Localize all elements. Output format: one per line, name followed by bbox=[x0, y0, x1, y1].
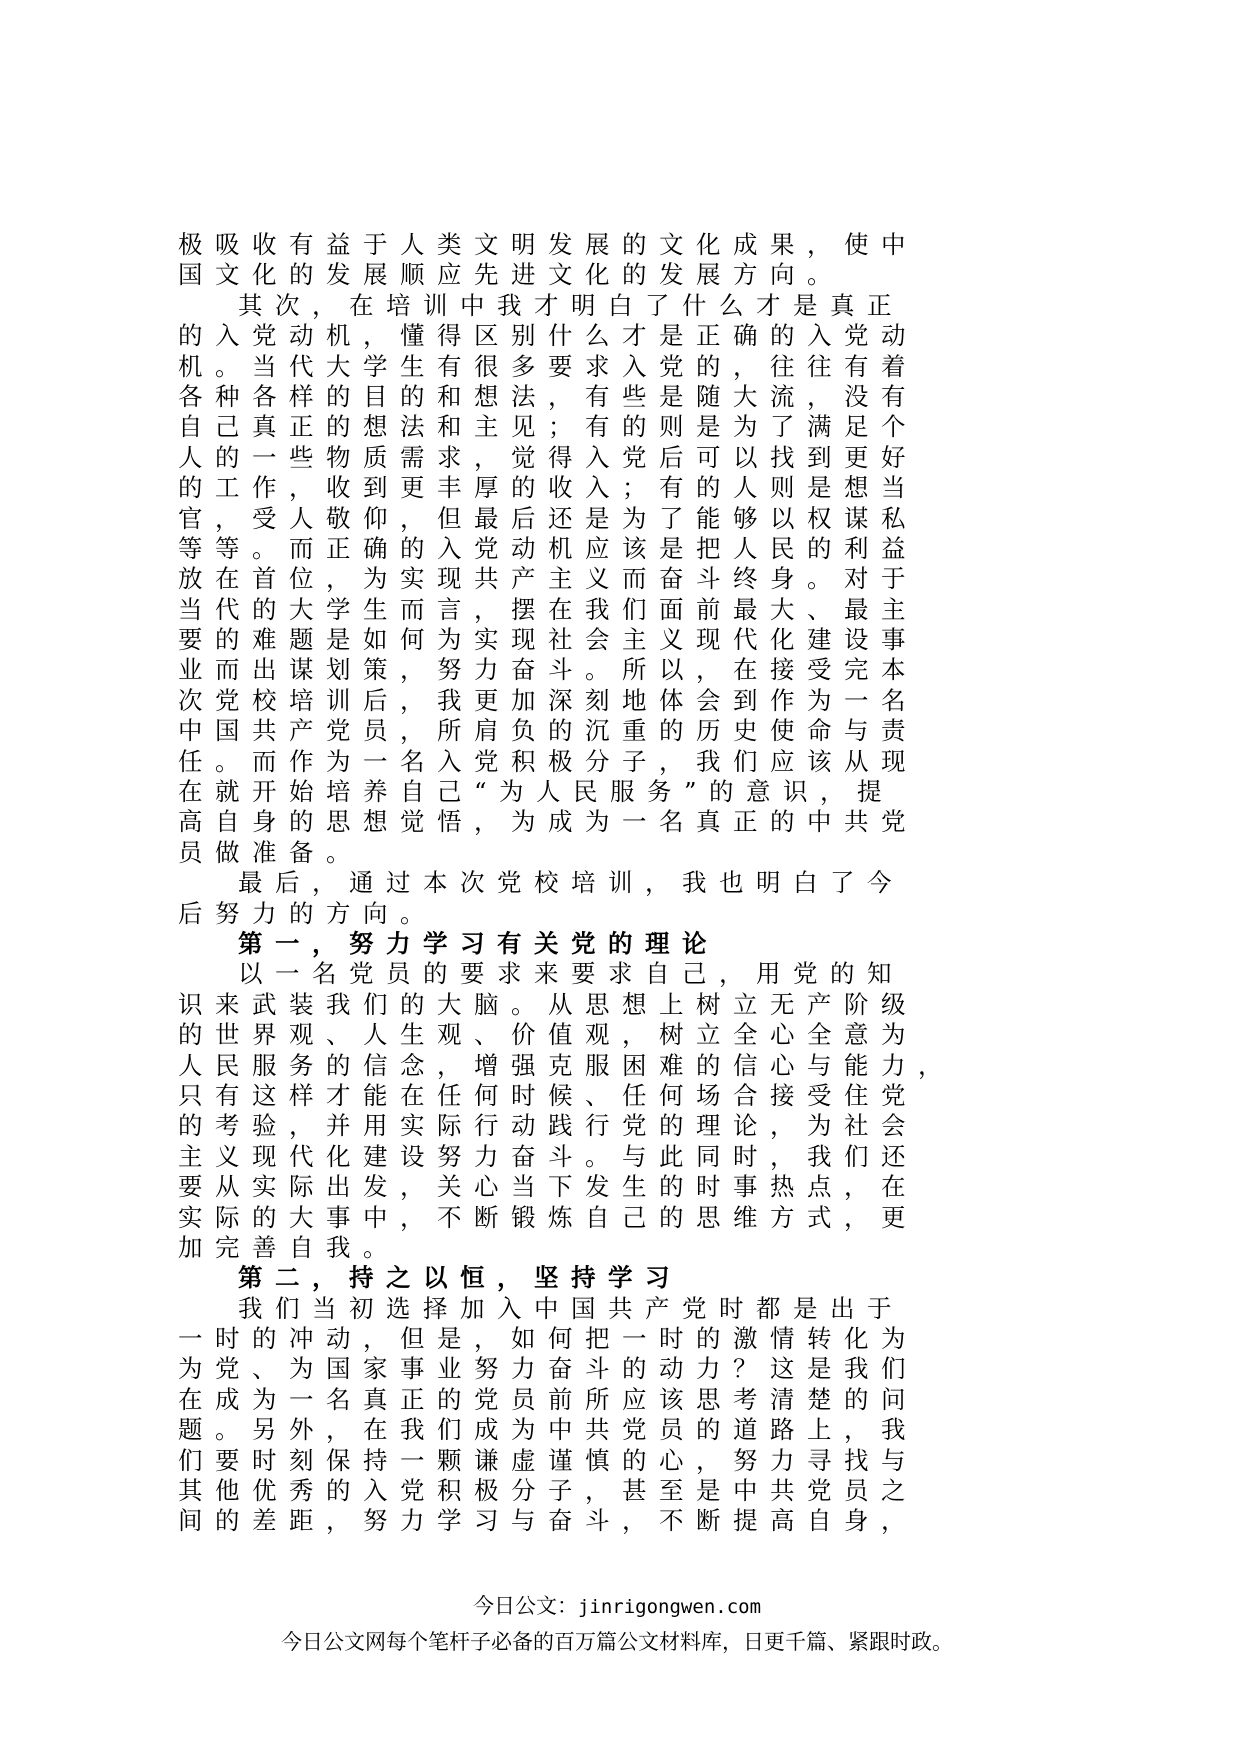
text-line: 人民服务的信念，增强克服困难的信心与能力， bbox=[178, 1050, 955, 1080]
text-line: 们要时刻保持一颗谦虚谨慎的心，努力寻找与 bbox=[178, 1445, 918, 1475]
text-line: 中国共产党员，所肩负的沉重的历史使命与责 bbox=[178, 716, 918, 746]
text-line: 等等。而正确的入党动机应该是把人民的利益 bbox=[178, 533, 918, 563]
footer-brand: 今日公文： bbox=[472, 1594, 578, 1618]
text-line: 在成为一名真正的党员前所应该思考清楚的问 bbox=[178, 1384, 918, 1414]
text-line: 的考验，并用实际行动践行党的理论，为社会 bbox=[178, 1111, 918, 1141]
text-line: 以一名党员的要求来要求自己，用党的知 bbox=[238, 959, 904, 989]
text-line: 自己真正的想法和主见；有的则是为了满足个 bbox=[178, 412, 918, 442]
text-line: 的世界观、人生观、价值观，树立全心全意为 bbox=[178, 1020, 918, 1050]
document-body bbox=[178, 230, 1058, 1537]
text-line: 我们当初选择加入中国共产党时都是出于 bbox=[238, 1293, 904, 1323]
text-line: 其次，在培训中我才明白了什么才是真正 bbox=[238, 290, 904, 320]
text-line: 极吸收有益于人类文明发展的文化成果，使中 bbox=[178, 230, 918, 259]
footer-site-link[interactable]: jinrigongwen.com bbox=[577, 1596, 762, 1618]
text-line: 任。而作为一名入党积极分子，我们应该从现 bbox=[178, 746, 918, 776]
text-line: 人的一些物质需求，觉得入党后可以找到更好 bbox=[178, 442, 918, 472]
text-line: 题。另外，在我们成为中共党员的道路上，我 bbox=[178, 1415, 918, 1445]
text-line: 放在首位，为实现共产主义而奋斗终身。对于 bbox=[178, 564, 918, 594]
text-line: 为党、为国家事业努力奋斗的动力？这是我们 bbox=[178, 1354, 918, 1384]
text-line: 高自身的思想觉悟，为成为一名真正的中共党 bbox=[178, 807, 918, 837]
text-line: 其他优秀的入党积极分子，甚至是中共党员之 bbox=[178, 1476, 918, 1506]
footer-brand-line bbox=[0, 1592, 1234, 1620]
footer-slogan: 今日公文网每个笔杆子必备的百万篇公文材料库，日更千篇、紧跟时政。 bbox=[281, 1630, 953, 1654]
text-line: 要从实际出发，关心当下发生的时事热点，在 bbox=[178, 1172, 918, 1202]
text-line: 后努力的方向。 bbox=[178, 898, 437, 928]
text-line: 在就开始培养自己“为人民服务”的意识，提 bbox=[178, 777, 895, 807]
text-line: 官，受人敬仰，但最后还是为了能够以权谋私 bbox=[178, 503, 918, 533]
section-heading: 第二，持之以恒，坚持学习 bbox=[238, 1263, 682, 1293]
text-line: 的工作，收到更丰厚的收入；有的人则是想当 bbox=[178, 473, 918, 503]
text-line: 识来武装我们的大脑。从思想上树立无产阶级 bbox=[178, 989, 918, 1019]
text-line: 国文化的发展顺应先进文化的发展方向。 bbox=[178, 260, 844, 290]
text-line: 只有这样才能在任何时候、任何场合接受住党 bbox=[178, 1080, 918, 1110]
text-line: 当代的大学生而言，摆在我们面前最大、最主 bbox=[178, 594, 918, 624]
text-line: 要的难题是如何为实现社会主义现代化建设事 bbox=[178, 625, 918, 655]
text-line: 间的差距，努力学习与奋斗，不断提高自身， bbox=[178, 1506, 918, 1536]
text-line: 一时的冲动，但是，如何把一时的激情转化为 bbox=[178, 1324, 918, 1354]
text-line: 机。当代大学生有很多要求入党的，往往有着 bbox=[178, 351, 918, 381]
text-line: 加完善自我。 bbox=[178, 1232, 400, 1262]
text-line: 的入党动机，懂得区别什么才是正确的入党动 bbox=[178, 321, 918, 351]
text-line: 次党校培训后，我更加深刻地体会到作为一名 bbox=[178, 685, 918, 715]
text-line: 最后，通过本次党校培训，我也明白了今 bbox=[238, 868, 904, 898]
section-heading: 第一，努力学习有关党的理论 bbox=[238, 928, 719, 958]
text-line: 主义现代化建设努力奋斗。与此同时，我们还 bbox=[178, 1141, 918, 1171]
footer bbox=[0, 1592, 1234, 1658]
text-line: 业而出谋划策，努力奋斗。所以，在接受完本 bbox=[178, 655, 918, 685]
text-line: 员做准备。 bbox=[178, 837, 363, 867]
text-line: 各种各样的目的和想法，有些是随大流，没有 bbox=[178, 381, 918, 411]
text-line: 实际的大事中，不断锻炼自己的思维方式，更 bbox=[178, 1202, 918, 1232]
